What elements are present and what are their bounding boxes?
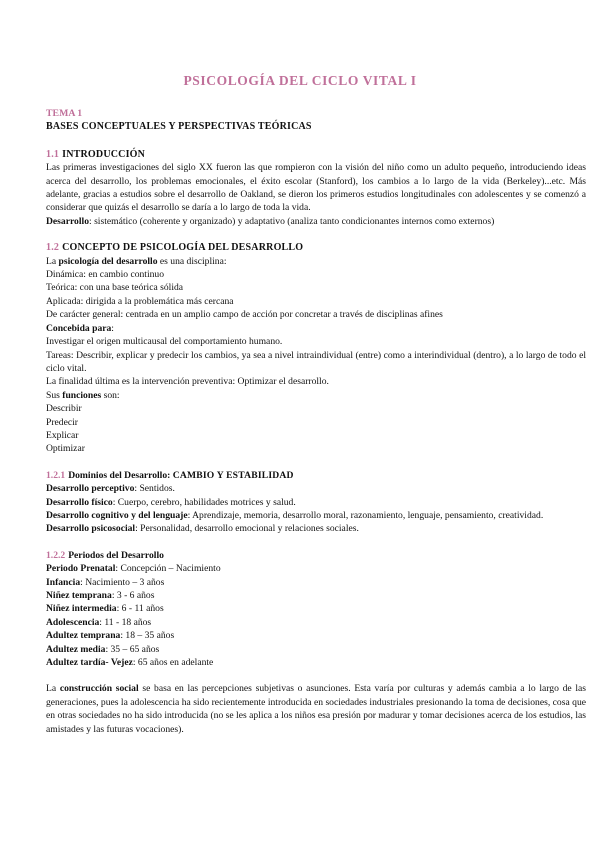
funciones-line — [46, 389, 586, 402]
periodo-item — [46, 562, 586, 575]
concebida-item: La finalidad última es la intervención preventiva: Optimizar el desarrollo. — [46, 376, 329, 388]
tema-label: TEMA 1 — [46, 108, 83, 119]
item-label: Adultez temprana — [46, 630, 121, 642]
text: es una disciplina: — [157, 255, 227, 267]
concebida-label-line — [46, 322, 586, 335]
trait-line: Dinámica: en cambio continuo — [46, 269, 165, 281]
section-title: INTRODUCCIÓN — [62, 148, 146, 160]
text: La — [46, 683, 60, 695]
section-title: CONCEPTO DE PSICOLOGÍA DEL DESARROLLO — [62, 242, 304, 254]
section-title-caps: CAMBIO Y ESTABILIDAD — [172, 469, 294, 481]
periodo-item — [46, 616, 586, 629]
text: se basa en las percepciones subjetivas o asunciones. Esta varía por culturas y además cambia a lo largo de las generaciones, pues la adolescencia ha sido recientemente introducida en sociedades industriales presionando la toma de decisiones, cosa que en otras sociedades no ha sido introducida (no se les aplica a los niños esa presión por madurar y tomar decisiones acerca de los estudios, las amistades y las futuras vocaciones). — [46, 683, 586, 735]
dominio-item — [46, 482, 586, 495]
section-title: Dominios del Desarrollo — [68, 469, 168, 481]
section-number: 1.2.2 — [46, 549, 66, 561]
item-text: : Cuerpo, cerebro, habilidades motrices y salud. — [112, 496, 296, 508]
item-label: Infancia — [46, 576, 81, 588]
section-number: 1.2 — [46, 242, 60, 254]
text: La — [46, 255, 59, 267]
funcion-item: Optimizar — [46, 443, 85, 455]
item-label: Desarrollo perceptivo — [46, 483, 135, 495]
item-label: Adultez media — [46, 643, 106, 655]
dominio-item — [46, 496, 586, 509]
item-label: Desarrollo psicosocial — [46, 523, 136, 535]
item-text: : 65 años en adelante — [132, 657, 214, 669]
section-heading-concepto — [46, 241, 586, 254]
desarrollo-definition — [46, 215, 586, 228]
item-text: : 11 - 18 años — [99, 616, 152, 628]
periodo-item — [46, 656, 586, 669]
concebida-item: Investigar el origen multicausal del comportamiento humano. — [46, 336, 283, 348]
trait-line: De carácter general: centrada en un amplio campo de acción por concretar a través de disciplinas afines — [46, 309, 443, 321]
intro-paragraph: Las primeras investigaciones del siglo XX fueron las que rompieron con la visión del niño como un adulto pequeño, introduciendo ideas acerca del desarrollo, los problemas emocionales, el éxito escolar (Stanford), los cambios a lo largo de la vida (Berkeley)...etc. Más adelante, gracias a estudios sobre el desarrollo de Oakland, se dieron los primeros estudios longitudinales con adolescentes y se comenzó a considerar que quizás el desarrollo se daría a lo largo de toda la vida. — [46, 162, 586, 214]
item-label: Periodo Prenatal — [46, 563, 116, 575]
item-text: : 6 - 11 años — [116, 603, 164, 615]
section-heading-introduccion — [46, 148, 586, 161]
item-text: : Nacimiento – 3 años — [80, 576, 165, 588]
document-title: PSICOLOGÍA DEL CICLO VITAL I — [183, 73, 417, 88]
dominio-item — [46, 522, 586, 535]
section-number: 1.1 — [46, 148, 60, 160]
bold-term: Concebida para — [46, 322, 112, 334]
periodo-item — [46, 629, 586, 642]
subsection-heading-dominios — [46, 469, 586, 482]
text: : — [167, 469, 173, 481]
dominio-item — [46, 509, 586, 522]
periodo-item — [46, 643, 586, 656]
disciplina-intro — [46, 255, 586, 268]
item-text: : Sentidos. — [134, 483, 175, 495]
tema-subtitle: BASES CONCEPTUALES Y PERSPECTIVAS TEÓRICAS — [46, 121, 312, 133]
funcion-item: Describir — [46, 403, 82, 415]
funcion-item: Explicar — [46, 429, 79, 441]
subsection-heading-periodos — [46, 549, 586, 562]
trait-line: Aplicada: dirigida a la problemática más cercana — [46, 295, 234, 307]
section-title: Periodos del Desarrollo — [68, 549, 164, 561]
item-label: Desarrollo físico — [46, 496, 113, 508]
definition-text: : sistemático (coherente y organizado) y adaptativo (analiza tanto condicionantes internos como externos) — [89, 215, 495, 227]
trait-line: Teórica: con una base teórica sólida — [46, 282, 184, 294]
bold-term: construcción social — [59, 683, 139, 695]
item-label: Niñez temprana — [46, 590, 112, 601]
item-label: Desarrollo cognitivo y del lenguaje — [46, 509, 188, 521]
text: son: — [101, 389, 120, 401]
item-label: Adolescencia — [46, 616, 100, 628]
item-text: : Personalidad, desarrollo emocional y relaciones sociales. — [135, 523, 359, 535]
section-number: 1.2.1 — [46, 469, 66, 481]
item-text: : 3 - 6 años — [111, 590, 155, 601]
funcion-item: Predecir — [46, 416, 78, 428]
concebida-item: Tareas: Describir, explicar y predecir los cambios, ya sea a nivel intraindividual (entre) como a interindividual (dentro), a lo largo de todo el ciclo vital. — [46, 349, 586, 374]
bold-term: psicología del desarrollo — [58, 255, 158, 267]
definition-label: Desarrollo — [46, 215, 89, 227]
item-text: : Concepción – Nacimiento — [115, 563, 221, 575]
periodo-item — [46, 589, 586, 602]
text: : — [111, 322, 114, 334]
bold-term: funciones — [62, 389, 102, 401]
item-label: Adultez tardía- Vejez — [46, 657, 133, 669]
item-text: : 18 – 35 años — [120, 630, 175, 642]
item-label: Niñez intermedia — [46, 603, 117, 615]
construccion-social-paragraph — [46, 682, 586, 736]
periodo-item — [46, 576, 586, 589]
item-text: : Aprendizaje, memoria, desarrollo moral, razonamiento, lenguaje, pensamiento, creatividad. — [187, 509, 544, 521]
text: Sus — [46, 389, 63, 401]
periodo-item — [46, 602, 586, 615]
document-body — [46, 107, 586, 736]
item-text: : 35 – 65 años — [105, 643, 160, 655]
